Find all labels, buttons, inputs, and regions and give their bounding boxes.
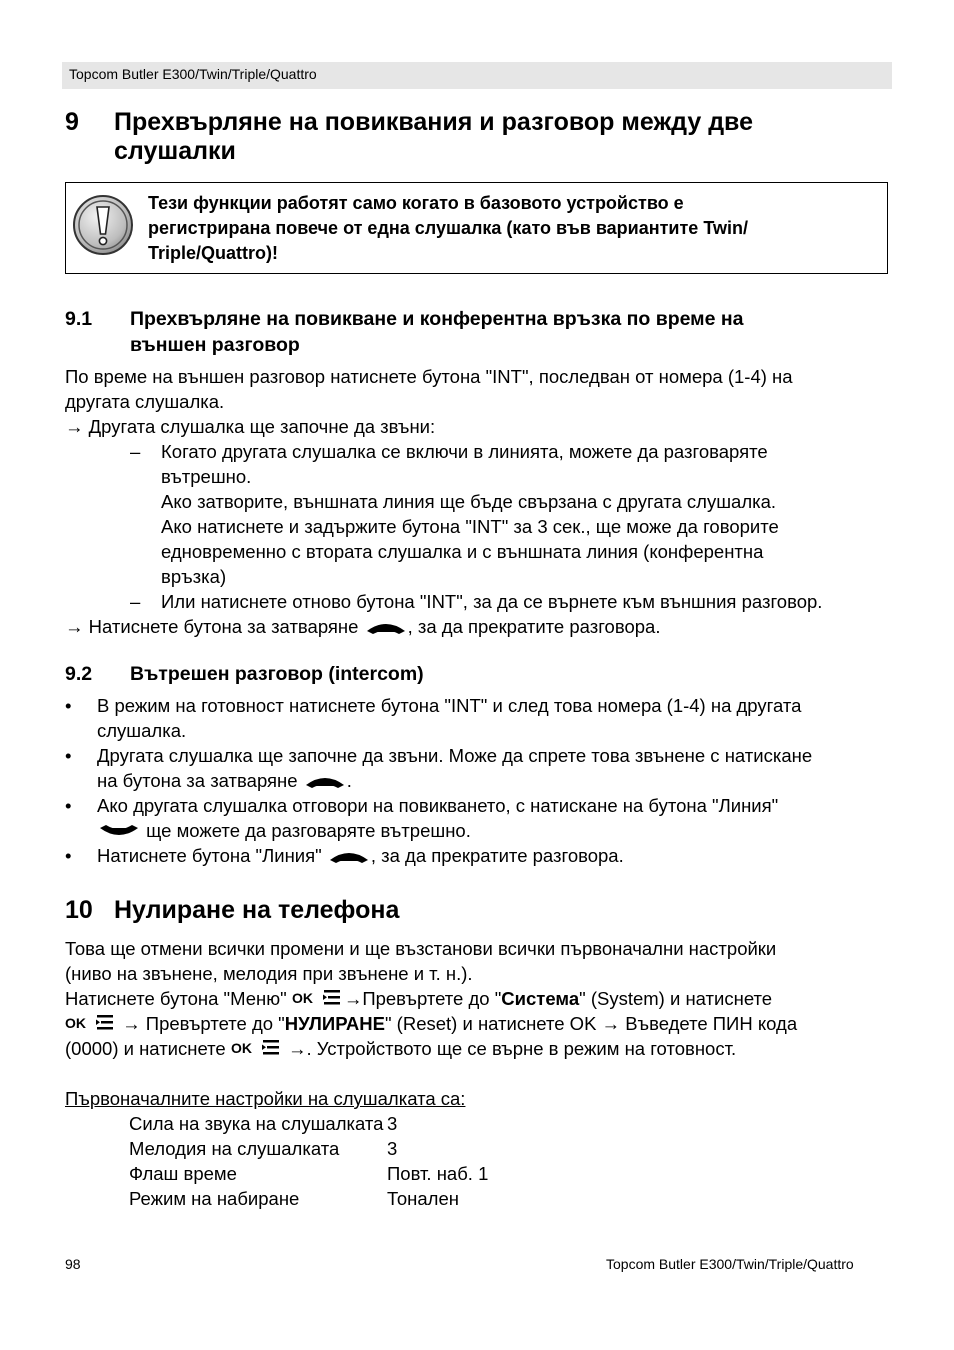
ok-label: OK: [65, 1015, 86, 1031]
defaults-heading: Първоначалните настройки на слушалката са:: [65, 1088, 466, 1109]
ok-label: OK: [291, 990, 313, 1006]
dash-marker: –: [130, 591, 141, 612]
list-item-line: Ако затворите, външната линия ще бъде свързана с другата слушалка.: [161, 491, 777, 512]
section-title-line: слушалки: [114, 137, 236, 165]
bullet-marker: •: [65, 795, 72, 816]
paragraph-line: OK → Превъртете до "НУЛИРАНЕ" (Reset) и натиснете OK → Въведете ПИН кода: [65, 1013, 798, 1034]
section-10-body: [65, 936, 895, 1211]
header-title: Topcom Butler E300/Twin/Triple/Quattro: [69, 66, 317, 82]
list-item-line: Ако другата слушалка отговори на повикването, с натискане на бутона "Линия": [97, 795, 779, 816]
ok-menu-button-icon: [65, 1013, 117, 1033]
dash-marker: –: [130, 441, 141, 462]
bullet-marker: •: [65, 695, 72, 716]
defaults-label: Мелодия на слушалката: [129, 1138, 340, 1159]
list-item-line: ще можете да разговаряте вътрешно.: [97, 818, 471, 843]
list-item-line: Ако натиснете и задържите бутона "INT" за 3 сек., ще може да говорите: [161, 516, 779, 537]
paragraph-line: Това ще отмени всички промени и ще възстанови всички първоначални настройки: [65, 938, 777, 959]
section-title-line: Прехвърляне на повикване и конферентна връзка по време на: [130, 308, 744, 330]
paragraph-line: (ниво на звънене, мелодия при звънене и т. н.).: [65, 963, 473, 984]
note-box: [65, 182, 888, 274]
section-9-1-body: [65, 364, 895, 644]
line-button-icon: [327, 848, 371, 866]
footer-title: Topcom Butler E300/Twin/Triple/Quattro: [606, 1256, 854, 1272]
section-title-line: външен разговор: [130, 334, 300, 356]
list-item-line: Или натиснете отново бутона "INT", за да се върнете към външния разговор.: [161, 591, 823, 612]
section-title: Нулиране на телефона: [114, 896, 400, 924]
arrow-line: → Другата слушалка ще започне да звъни:: [65, 416, 436, 437]
note-line: регистрирана повече от една слушалка (като във вариантите Twin/: [148, 218, 748, 238]
hang-up-button-icon: [364, 619, 408, 637]
section-10-heading: [65, 896, 885, 928]
section-number: 9.2: [65, 663, 93, 685]
list-item-line: Когато другата слушалка се включи в линията, можете да разговаряте: [161, 441, 768, 462]
list-item-line: едновременно с втората слушалка и с външната линия (конферентна: [161, 541, 764, 562]
paragraph-line: (0000) и натиснете OK →. Устройството ще се върне в режим на готовност.: [65, 1038, 737, 1059]
paragraph-line: По време на външен разговор натиснете бутона "INT", последван от номера (1-4) на: [65, 366, 793, 387]
list-item-line: връзка): [161, 566, 227, 587]
hang-up-button-icon: [303, 773, 347, 791]
defaults-value: Повт. наб. 1: [387, 1163, 489, 1184]
paragraph-line: Натиснете бутона "Меню" OK →Превъртете до "Система" (System) и натиснете: [65, 988, 773, 1009]
defaults-value: 3: [387, 1138, 398, 1159]
defaults-value: 3: [387, 1113, 398, 1134]
section-number: 9.1: [65, 308, 93, 330]
list-item-line: слушалка.: [97, 720, 187, 741]
section-9-heading: [65, 108, 885, 168]
ok-menu-button-icon: [292, 988, 344, 1008]
section-title: Вътрешен разговор (intercom): [130, 663, 424, 685]
note-line: Triple/Quattro)!: [148, 243, 278, 263]
bullet-marker: •: [65, 845, 72, 866]
defaults-label: Флаш време: [129, 1163, 237, 1184]
bullet-marker: •: [65, 745, 72, 766]
list-item-line: на бутона за затваряне .: [97, 770, 352, 791]
line-button-icon: [97, 823, 141, 841]
defaults-value: Тонален: [387, 1188, 459, 1209]
section-9-2-body: [65, 693, 895, 873]
section-title-line: Прехвърляне на повиквания и разговор между две: [114, 108, 754, 136]
exclamation-sign-icon: [72, 194, 134, 256]
note-line: Тези функции работят само когато в базовото устройство е: [148, 193, 684, 213]
defaults-label: Режим на набиране: [129, 1188, 300, 1209]
ok-menu-button-icon: [231, 1038, 283, 1058]
section-9-1-heading: [65, 306, 885, 358]
section-9-2-heading: [65, 661, 885, 689]
ok-label: OK: [230, 1040, 252, 1056]
defaults-label: Сила на звука на слушалката: [129, 1113, 384, 1134]
section-number: 9: [65, 108, 79, 136]
list-item-line: вътрешно.: [161, 466, 252, 487]
page-number: 98: [65, 1256, 81, 1272]
paragraph-line: другата слушалка.: [65, 391, 225, 412]
section-number: 10: [65, 896, 93, 924]
list-item-line: Другата слушалка ще започне да звъни. Може да спрете това звънене с натискане: [97, 745, 813, 766]
arrow-line: → Натиснете бутона за затваряне , за да прекратите разговора.: [65, 616, 661, 637]
list-item-line: В режим на готовност натиснете бутона "INT" и след това номера (1-4) на другата: [97, 695, 802, 716]
list-item-line: Натиснете бутона "Линия" , за да прекратите разговора.: [97, 845, 624, 866]
